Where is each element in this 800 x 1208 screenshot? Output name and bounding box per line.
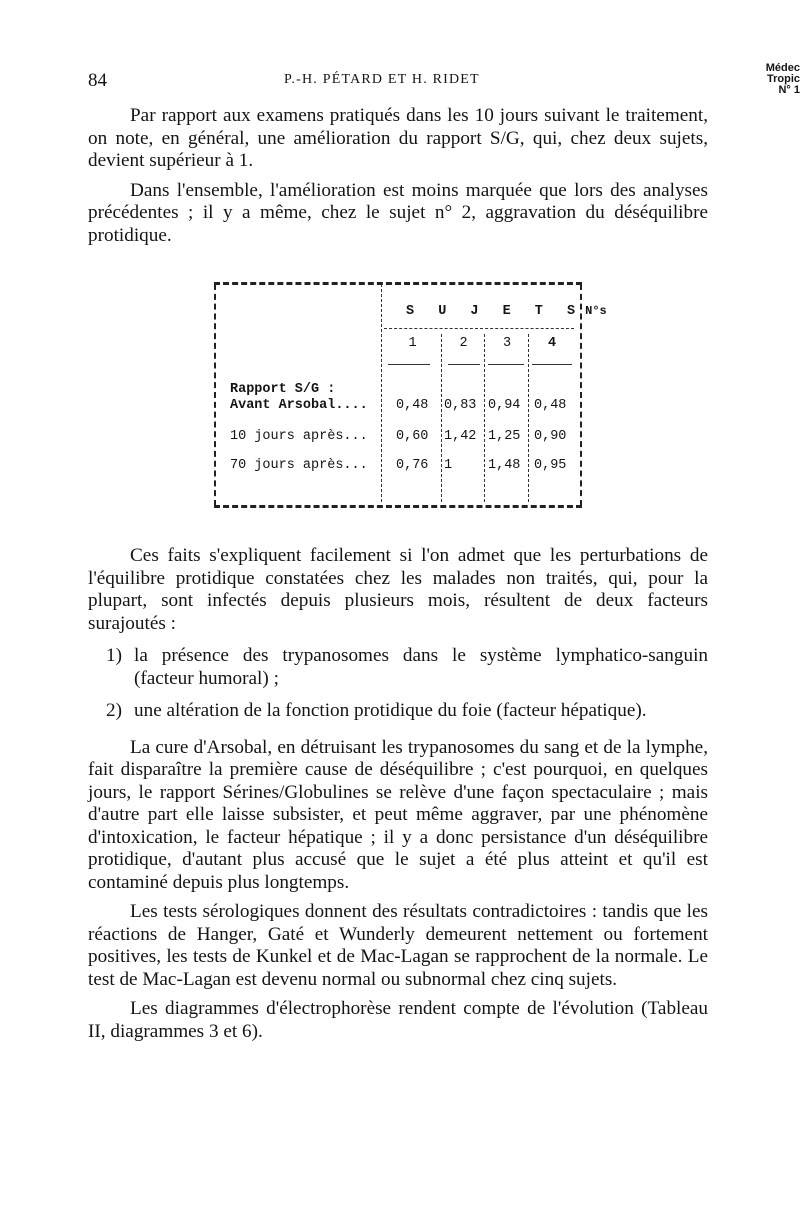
row-label: Avant Arsobal.... (230, 398, 368, 413)
subject-number: 4 (547, 336, 557, 351)
section-label: Rapport S/G : (230, 382, 336, 397)
paragraph: Les tests sérologiques donnent des résultats contradictoires : tandis que les réactions de Hanger, Gaté et Wunderly demeurent nettement ou fortement positives, les tests de Kunkel et de Mac-Lagan se rapprochent de la normale. Le test de Mac-Lagan est devenu normal ou subnormal chez cinq sujets. (88, 901, 708, 990)
table-cell: 1,48 (488, 458, 521, 473)
subject-underline (488, 364, 524, 365)
header-rule (384, 328, 574, 329)
journal-line: Médec (765, 62, 800, 74)
list-item (88, 700, 708, 723)
list-text: la présence des trypanosomes dans le système lymphatico-sanguin (facteur humoral) ; (134, 645, 708, 689)
journal-line: Tropic (766, 73, 800, 85)
table-cell: 0,90 (534, 429, 567, 444)
list-item (88, 645, 708, 690)
header-number-label: N°s (585, 304, 607, 318)
paragraph: Les diagrammes d'électrophorèse rendent compte de l'évolution (Tableau II, diagrammes 3 et 6). (88, 998, 708, 1042)
row-label: 70 jours après... (230, 458, 368, 473)
paragraph: Dans l'ensemble, l'amélioration est moins marquée que lors des analyses précédentes ; il y a même, chez le sujet n° 2, aggravation du déséquilibre protidique. (88, 179, 708, 246)
subject-underline (388, 364, 430, 365)
list-number: 2) (106, 700, 122, 721)
subject-number: 1 (408, 336, 417, 351)
column-divider (528, 334, 529, 502)
sg-ratio-table (214, 284, 607, 506)
subject-number: 3 (502, 336, 512, 351)
table-cell: 0,48 (534, 398, 567, 413)
table-cell: 0,48 (396, 398, 429, 413)
journal-reference (740, 63, 800, 96)
list-text: une altération de la fonction protidique du foie (facteur hépatique). (134, 700, 647, 721)
row-label: 10 jours après... (230, 429, 368, 444)
page-header (88, 62, 800, 96)
paragraph: La cure d'Arsobal, en détruisant les trypanosomes du sang et de la lymphe, fait disparaître la première cause de déséquilibre ; c'est pourquoi, en quelques jours, le rapport Sérines/Globulines se relève d'une façon spectaculaire ; mais d'autre part elle laisse subsister, et peut même aggraver, par une phénomène d'intoxication, le facteur hépatique ; il y a donc persistance d'un déséquilibre protidique, d'autant plus accusé que le sujet a été plus atteint et qu'il est contaminé depuis plus longtemps. (88, 736, 708, 893)
column-divider (441, 334, 442, 502)
table-cell: 0,83 (444, 398, 477, 413)
body-text (88, 545, 708, 1050)
table-cell: 0,95 (534, 458, 567, 473)
column-divider (484, 334, 485, 502)
intro-text (88, 105, 708, 254)
table-cell: 0,94 (488, 398, 521, 413)
table-cell: 1 (444, 458, 453, 473)
subject-underline (532, 364, 572, 365)
journal-line: N° 1 (778, 84, 800, 96)
list-number: 1) (106, 645, 122, 666)
page-number: 84 (88, 70, 107, 91)
running-title: P.-H. PÉTARD ET H. RIDET (284, 72, 480, 87)
factor-list (88, 645, 708, 723)
table-cell: 0,76 (396, 458, 429, 473)
subject-number: 2 (459, 336, 468, 351)
paragraph: Ces faits s'expliquent facilement si l'on admet que les perturbations de l'équilibre protidique constatées chez les malades non traités, qui, pour la plupart, sont infectés depuis plusieurs mois, résultent de deux facteurs surajoutés : (88, 545, 708, 634)
paragraph: Par rapport aux examens pratiqués dans les 10 jours suivant le traitement, on note, en général, une amélioration du rapport S/G, qui, chez deux sujets, devient supérieur à 1. (88, 105, 708, 171)
table-cell: 1,42 (444, 429, 477, 444)
table-cell: 1,25 (488, 429, 521, 444)
header-label: S U J E T S N°s (406, 304, 607, 319)
column-divider (381, 284, 382, 502)
subject-underline (448, 364, 480, 365)
table-cell: 0,60 (396, 429, 429, 444)
